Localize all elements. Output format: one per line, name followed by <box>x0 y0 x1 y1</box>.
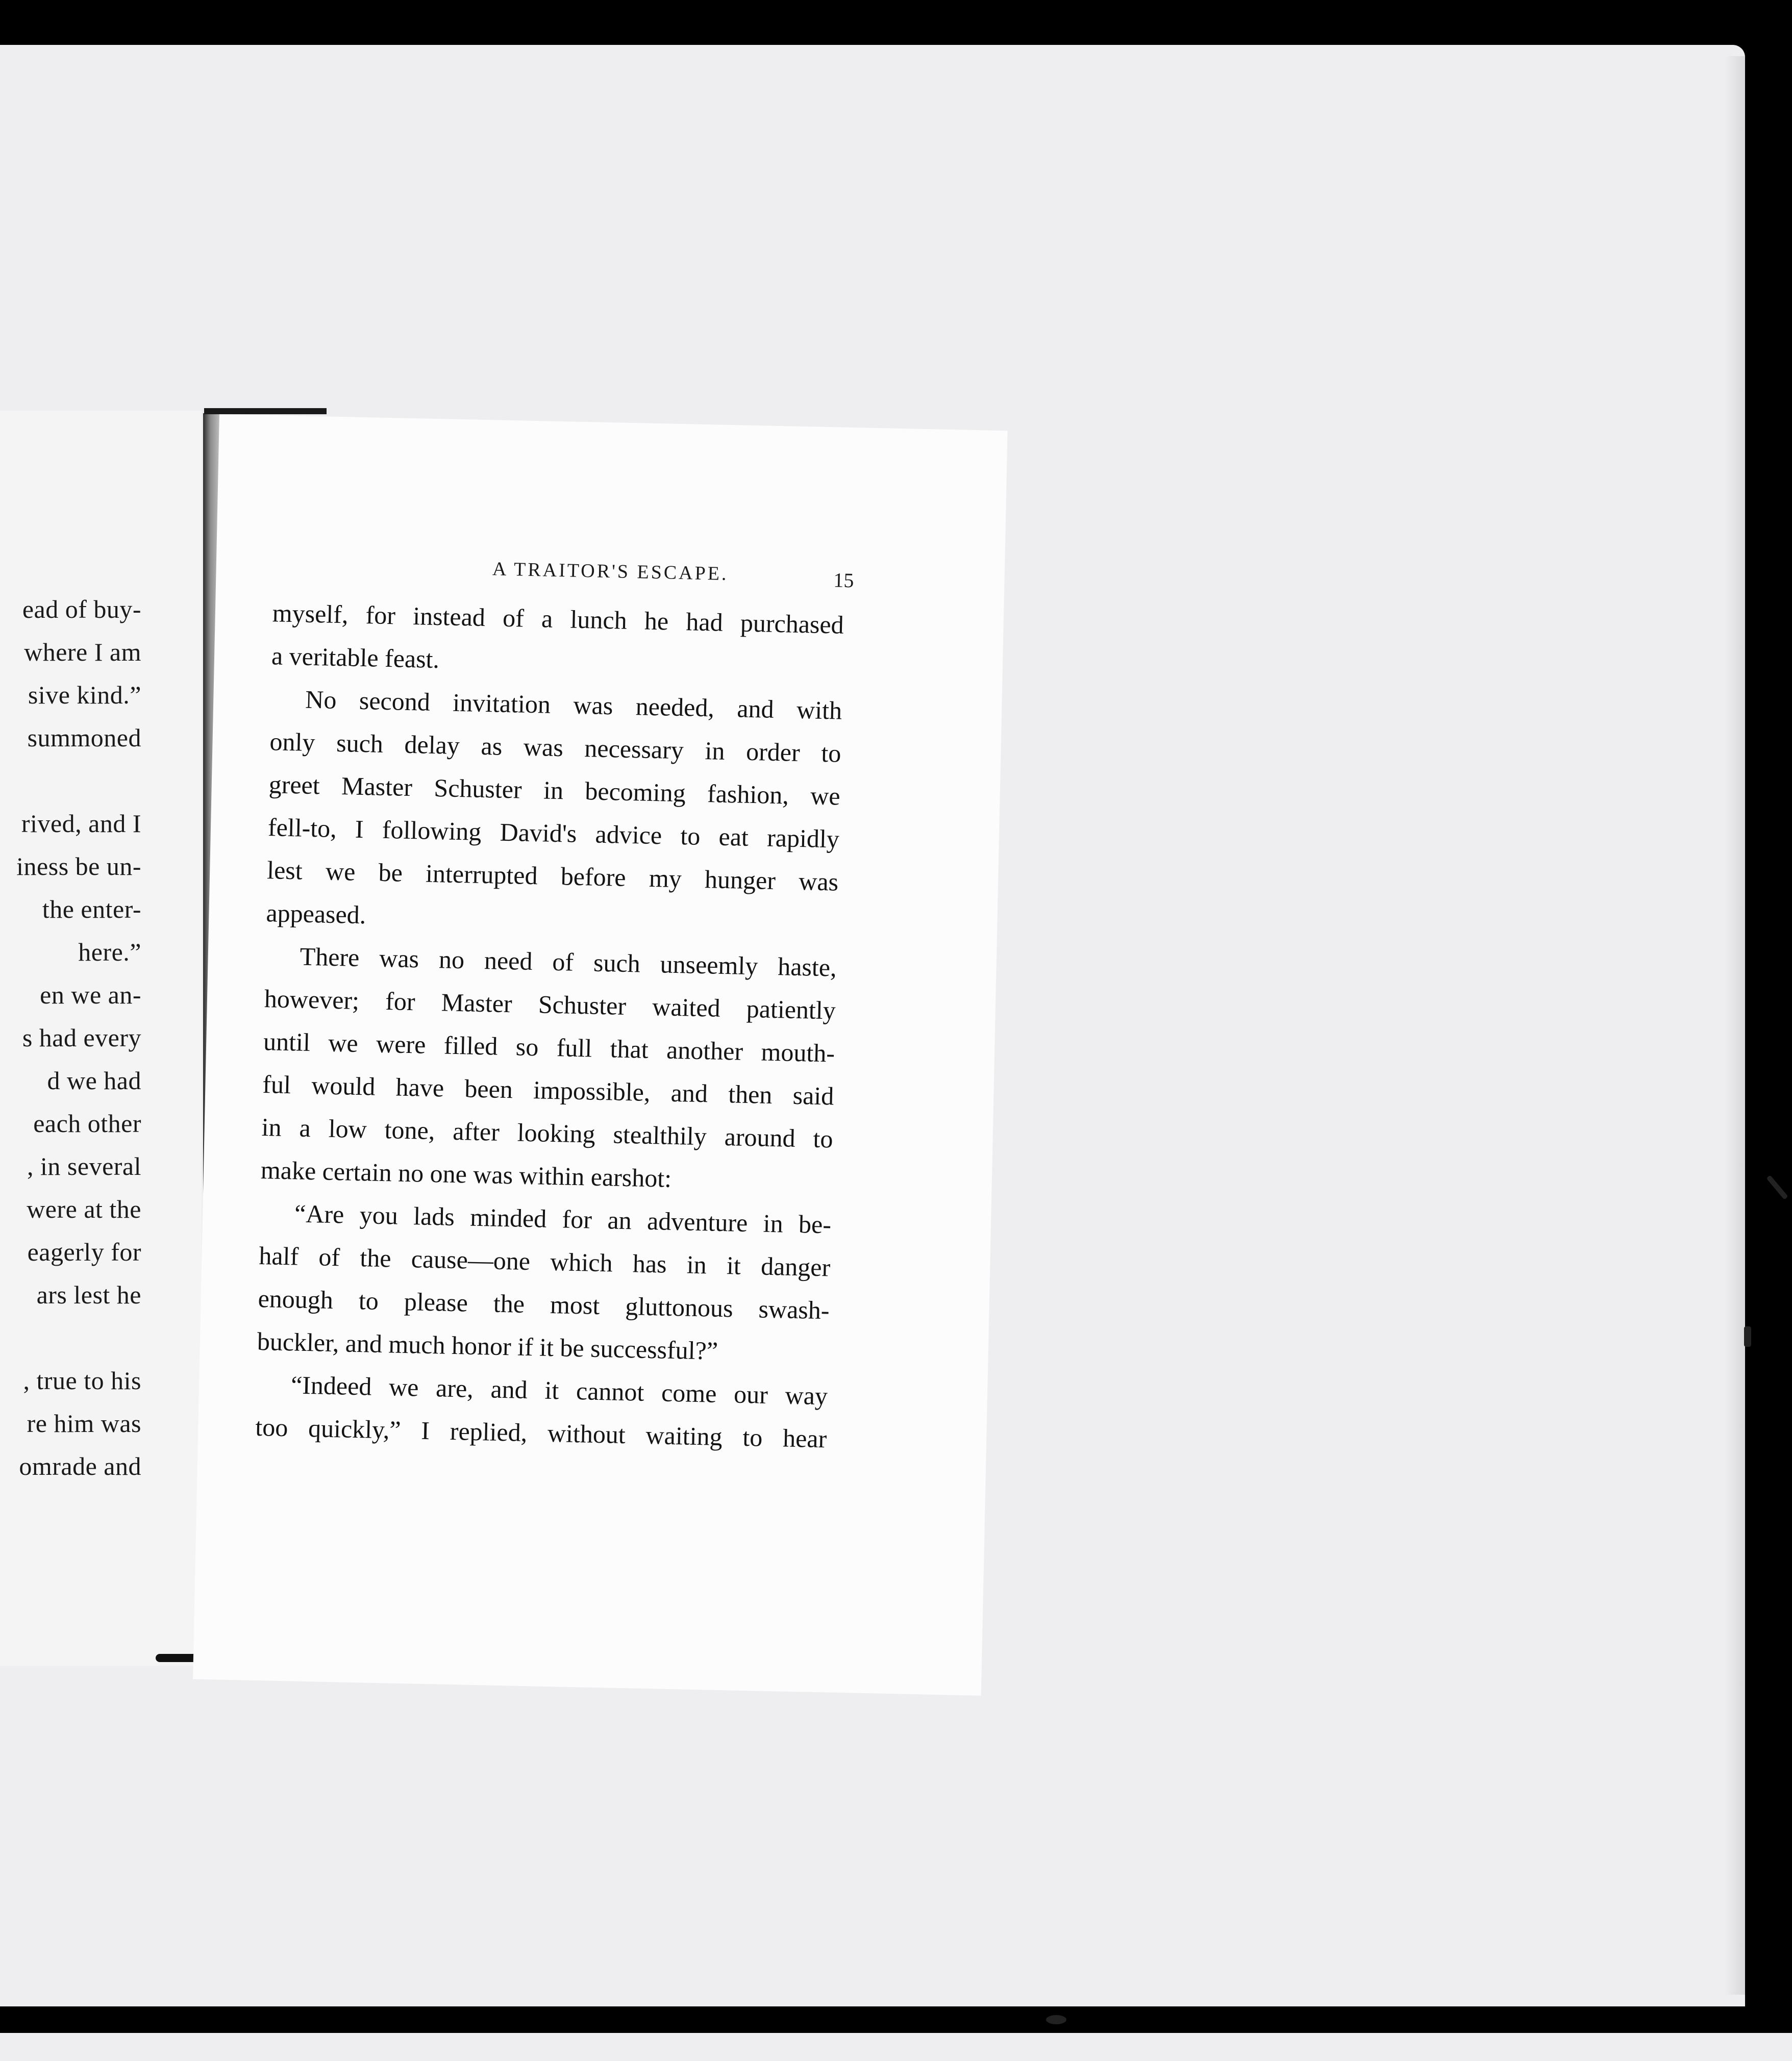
left-page-line: where I am <box>24 638 141 666</box>
left-page-line: re him was <box>27 1409 141 1438</box>
left-page-line: s had every <box>22 1023 141 1052</box>
text-line: lest we be interrupted before my hunger was <box>266 856 839 896</box>
text-line: make certain no one was within earshot: <box>260 1155 672 1193</box>
running-head: A TRAITOR'S ESCAPE. <box>492 558 729 585</box>
left-page-line: rived, and I <box>21 809 141 838</box>
left-page-line: , true to his <box>23 1366 141 1395</box>
left-page <box>0 411 202 1666</box>
left-page-line: ars lest he <box>36 1280 141 1309</box>
scan-speck <box>1046 2015 1066 2024</box>
text-line: enough to please the most gluttonous swash- <box>258 1284 830 1325</box>
text-line: myself, for instead of a lunch he had purchased <box>272 598 844 639</box>
left-page-line: en we an- <box>40 981 141 1009</box>
left-page-line: the enter- <box>42 895 141 923</box>
scan-speck <box>1766 1175 1788 1200</box>
text-line: greet Master Schuster in becoming fashion, we <box>268 770 841 811</box>
left-page-line: each other <box>33 1109 141 1138</box>
text-line: “Are you lads minded for an adventure in be- <box>294 1199 832 1239</box>
text-line: half of the cause—one which has in it danger <box>258 1241 831 1282</box>
text-line: only such delay as was necessary in order to <box>269 727 841 768</box>
left-page-line: , in several <box>27 1152 141 1180</box>
text-line: in a low tone, after looking stealthily around to <box>261 1113 834 1153</box>
left-page-line: were at the <box>27 1195 141 1223</box>
left-page-line: summoned <box>27 723 141 752</box>
text-line: No second invitation was needed, and with <box>305 685 842 725</box>
gutter-top-bar <box>204 408 327 414</box>
page-number: 15 <box>833 568 854 592</box>
text-line: “Indeed we are, and it cannot come our way <box>290 1370 828 1411</box>
left-page-line: d we had <box>47 1066 141 1095</box>
text-line: however; for Master Schuster waited patiently <box>264 984 836 1025</box>
scan-speck <box>1744 1326 1751 1347</box>
left-page-line: omrade and <box>19 1452 141 1480</box>
page-text-block <box>255 591 844 1460</box>
right-page <box>193 414 1008 1696</box>
left-page-line: sive kind.” <box>28 681 141 709</box>
left-page-line: ead of buy- <box>22 595 141 623</box>
text-line: ful would have been impossible, and then said <box>262 1070 834 1111</box>
text-line: until we were filled so full that another mouth- <box>263 1027 835 1068</box>
sheet-edge <box>1725 56 1745 1995</box>
text-line: a veritable feast. <box>271 641 440 674</box>
left-page-line: eagerly for <box>27 1238 141 1266</box>
text-line: fell-to, I following David's advice to eat rapidly <box>267 813 840 853</box>
text-line: There was no need of such unseemly haste, <box>300 942 837 982</box>
left-page-line: iness be un- <box>16 852 141 881</box>
bottom-film-strip <box>0 2033 1792 2061</box>
text-line: buckler, and much honor if it be successful?” <box>257 1326 718 1365</box>
text-line: appeased. <box>265 898 366 929</box>
left-page-line: here.” <box>78 938 141 966</box>
text-line: too quickly,” I replied, without waiting to hear <box>255 1412 827 1453</box>
